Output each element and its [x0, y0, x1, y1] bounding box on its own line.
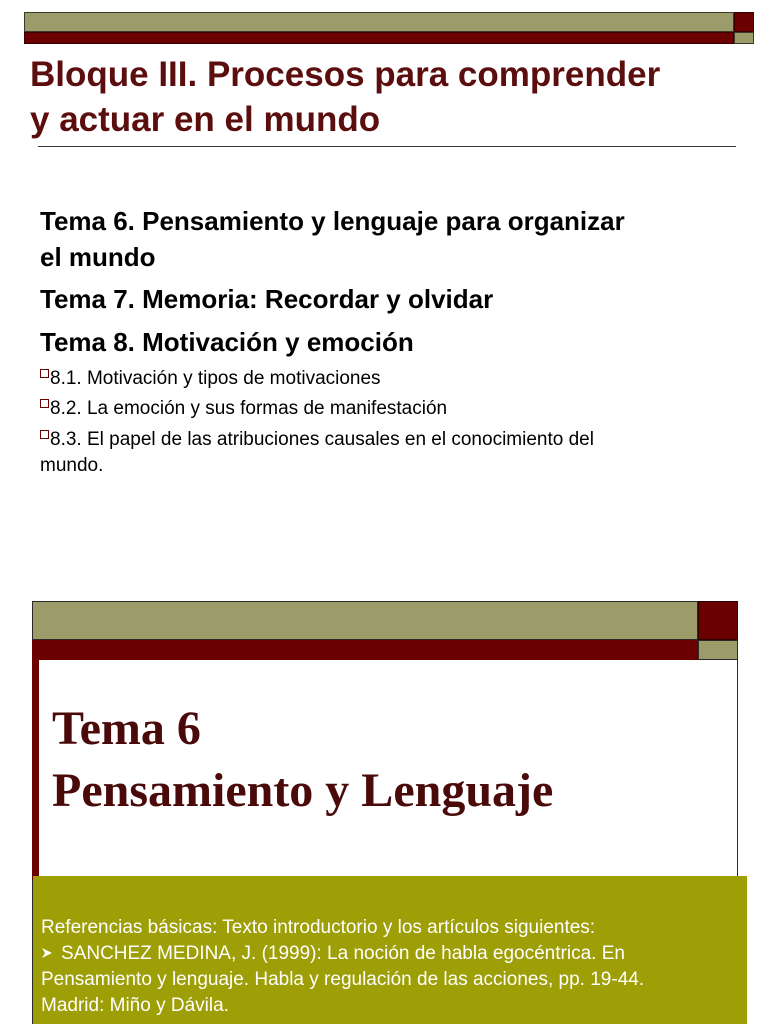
header-olive-bar — [24, 12, 734, 32]
reference-line-3: Madrid: Miño y Dávila. — [41, 995, 229, 1016]
slide-2-title-line-2: Pensamiento y Lenguaje — [52, 764, 554, 817]
slide-2-title-line-1: Tema 6 — [52, 702, 201, 755]
list-item-text: 8.3. El papel de las atribuciones causales en el conocimiento del — [50, 429, 594, 450]
header-maroon-bar — [32, 640, 698, 660]
list-item-text-continued: mundo. — [40, 455, 104, 476]
tema-6-line-1: Tema 6. Pensamiento y lenguaje para organizar — [40, 206, 625, 236]
header-olive-bar — [32, 601, 698, 640]
reference-line-1: SANCHEZ MEDINA, J. (1999): La noción de habla egocéntrica. En — [61, 943, 625, 964]
slide-title-line-1: Bloque III. Procesos para comprender — [30, 55, 661, 94]
tema-8-heading: Tema 8. Motivación y emoción — [40, 327, 414, 357]
arrowhead-bullet-icon — [41, 941, 55, 967]
header-maroon-bar — [24, 32, 734, 44]
square-bullet-icon — [40, 369, 49, 378]
tema-6-line-2: el mundo — [40, 242, 156, 272]
references-heading: Referencias básicas: Texto introductorio y los artículos siguientes: — [41, 917, 596, 938]
list-item — [40, 366, 730, 392]
header-olive-square — [698, 640, 738, 660]
tema-7-heading: Tema 7. Memoria: Recordar y olvidar — [40, 284, 494, 314]
header-maroon-square — [734, 12, 754, 32]
square-bullet-icon — [40, 399, 49, 408]
list-item-text: 8.2. La emoción y sus formas de manifestación — [50, 398, 448, 419]
reference-item — [41, 941, 747, 967]
list-item — [40, 396, 730, 422]
slide-title — [30, 52, 740, 142]
slide-2-title — [52, 698, 732, 822]
tema-6-heading — [40, 203, 740, 275]
slide-title-line-2: y actuar en el mundo — [30, 100, 381, 139]
reference-line-2: Pensamiento y lenguaje. Habla y regulación de las acciones, pp. 19-44. — [41, 969, 645, 990]
header-maroon-square — [698, 601, 738, 640]
header-olive-square — [734, 32, 754, 44]
list-item — [40, 427, 730, 479]
references-box — [33, 876, 747, 1024]
square-bullet-icon — [40, 430, 49, 439]
left-maroon-bar — [32, 660, 39, 880]
list-item-text: 8.1. Motivación y tipos de motivaciones — [50, 368, 381, 389]
title-divider — [38, 146, 736, 147]
